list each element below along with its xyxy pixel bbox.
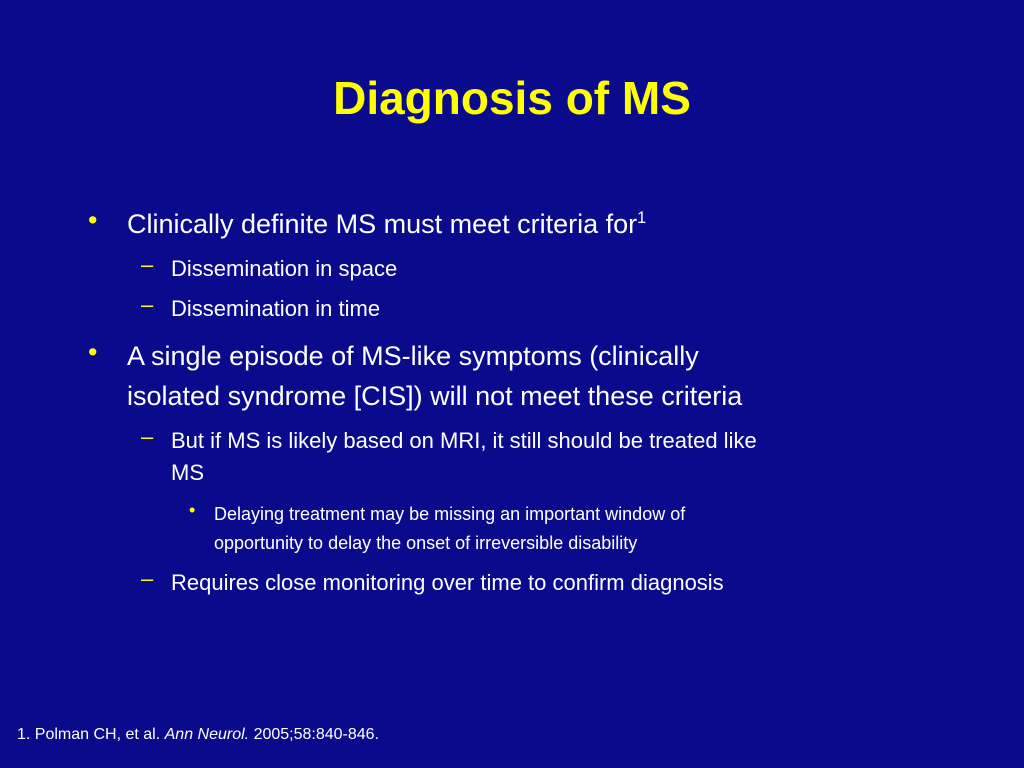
dash-marker: – <box>141 292 154 317</box>
bullet-marker: • <box>88 337 98 367</box>
reference-footnote <box>17 724 379 746</box>
slide-title: Diagnosis of MS <box>333 72 691 124</box>
dash-marker: – <box>141 566 154 591</box>
sub-sub-bullet-text-line-1: Delaying treatment may be missing an important window of <box>214 504 686 524</box>
sub-sub-bullet-text-line-2: opportunity to delay the onset of irreversible disability <box>214 533 638 553</box>
bullet-text-main: Clinically definite MS must meet criteria for <box>127 209 638 239</box>
sub-bullet-text: Dissemination in time <box>171 296 381 321</box>
bullet-text-line-1: A single episode of MS-like symptoms (clinically <box>127 341 699 371</box>
sub-bullet-text-line-1: But if MS is likely based on MRI, it still should be treated like <box>171 428 757 453</box>
footnote-prefix: 1. Polman CH, et al. <box>17 726 165 743</box>
bullet-marker: • <box>88 205 98 235</box>
sub-bullet-text: Dissemination in space <box>171 256 398 281</box>
footnote-reference: 1 <box>637 209 647 227</box>
dash-marker: – <box>141 252 154 277</box>
footnote-journal: Ann Neurol. <box>164 726 250 743</box>
bullet-text-line-2: isolated syndrome [CIS]) will not meet these criteria <box>127 381 743 411</box>
footnote-suffix: 2005;58:840-846. <box>249 726 380 743</box>
bullet-text <box>127 205 646 243</box>
sub-bullet-text-line-2: MS <box>171 460 204 485</box>
sub-bullet-text: Requires close monitoring over time to confirm diagnosis <box>171 570 724 595</box>
bullet-marker: • <box>189 500 196 520</box>
dash-marker: – <box>141 424 154 449</box>
